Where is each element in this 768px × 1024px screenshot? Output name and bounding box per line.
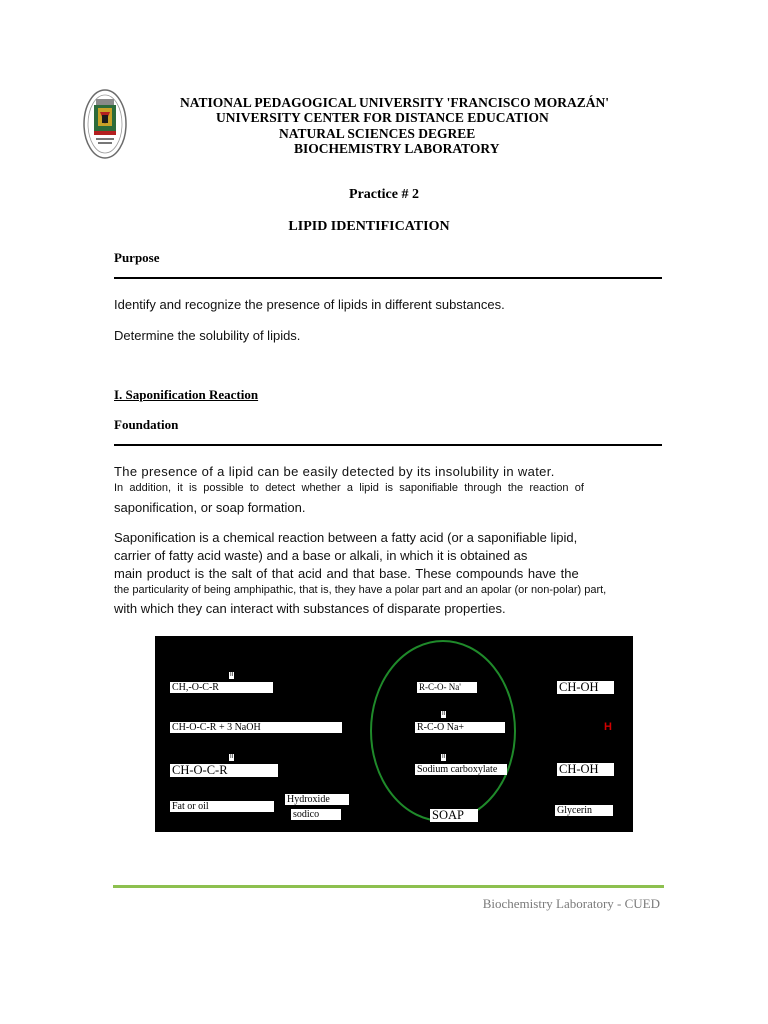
hydroxide-label: Hydroxide bbox=[285, 794, 349, 805]
divider bbox=[114, 277, 662, 279]
carboxylate-row1: R-C-O- Na' bbox=[417, 682, 477, 693]
carboxylate-row2: R-C-O Na+ bbox=[415, 722, 505, 733]
purpose-item: Identify and recognize the presence of lipids in different substances. bbox=[114, 297, 505, 312]
fat-or-oil-label: Fat or oil bbox=[170, 801, 274, 812]
header-university: NATIONAL PEDAGOGICAL UNIVERSITY 'FRANCISCO MORAZÁN' bbox=[180, 95, 610, 110]
glycerin-row1: CH-OH bbox=[557, 681, 614, 694]
paragraph-line: saponification, or soap formation. bbox=[114, 500, 306, 515]
paragraph-line: with which they can interact with substances of disparate properties. bbox=[114, 601, 506, 616]
purpose-heading: Purpose bbox=[114, 250, 160, 265]
saponification-diagram bbox=[155, 636, 633, 832]
practice-number: Practice # 2 bbox=[349, 187, 419, 202]
glycerin-label: Glycerin bbox=[555, 805, 613, 816]
glycerin-row3: CH-OH bbox=[557, 763, 614, 776]
footer-rule bbox=[113, 885, 664, 888]
foundation-heading: Foundation bbox=[114, 417, 179, 432]
bond-mark: II bbox=[442, 711, 446, 717]
university-logo bbox=[82, 88, 128, 160]
paragraph-line: the particularity of being amphipathic, that is, they have a polar part and an apolar (or non-polar) part, bbox=[114, 584, 607, 596]
header-center: UNIVERSITY CENTER FOR DISTANCE EDUCATION bbox=[216, 110, 549, 125]
paragraph-line: Saponification is a chemical reaction between a fatty acid (or a saponifiable lipid, bbox=[114, 530, 578, 545]
bond-mark: II bbox=[442, 754, 446, 760]
triglyceride-row1: CH,-O-C-R bbox=[170, 682, 273, 693]
practice-title: LIPID IDENTIFICATION bbox=[288, 219, 450, 234]
triglyceride-row3: CH-O-C-R bbox=[170, 764, 278, 777]
paragraph-line: The presence of a lipid can be easily detected by its insolubility in water. bbox=[114, 464, 555, 479]
section-heading: I. Saponification Reaction bbox=[114, 387, 259, 402]
paragraph-line: In addition, it is possible to detect whether a lipid is saponifiable through the reaction of bbox=[114, 482, 584, 494]
header-degree: NATURAL SCIENCES DEGREE bbox=[279, 126, 476, 141]
paragraph-line: carrier of fatty acid waste) and a base or alkali, in which it is obtained as bbox=[114, 548, 528, 563]
header-lab: BIOCHEMISTRY LABORATORY bbox=[294, 141, 500, 156]
hydrogen-mark: H bbox=[604, 721, 612, 733]
purpose-item: Determine the solubility of lipids. bbox=[114, 328, 301, 343]
divider bbox=[114, 444, 662, 446]
bond-mark: II bbox=[230, 672, 234, 678]
soap-label: SOAP bbox=[430, 809, 478, 822]
bond-mark: II bbox=[230, 754, 234, 760]
footer-text: Biochemistry Laboratory - CUED bbox=[482, 896, 660, 911]
sodium-carboxylate-label: Sodium carboxylate bbox=[415, 764, 507, 775]
hydroxide-label-2: sodico bbox=[291, 809, 341, 820]
triglyceride-row2: CH-O-C-R + 3 NaOH bbox=[170, 722, 342, 733]
paragraph-line: main product is the salt of that acid and that base. These compounds have the bbox=[114, 566, 579, 581]
